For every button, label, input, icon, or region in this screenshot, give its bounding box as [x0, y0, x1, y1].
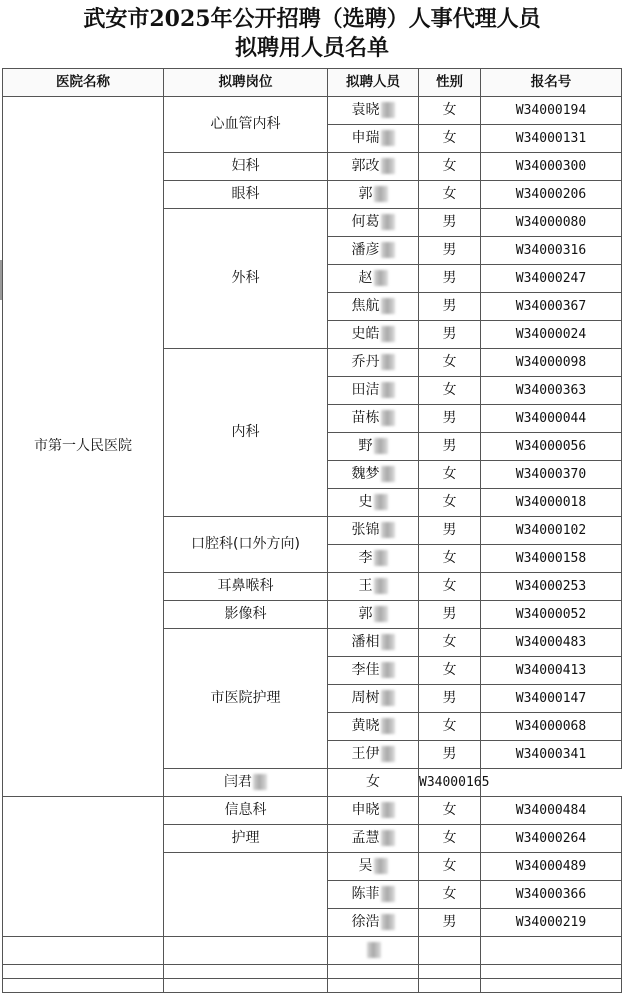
name-cell: 李	[328, 545, 419, 573]
name-cell: 袁晓	[328, 97, 419, 125]
gender-cell: 女	[328, 769, 419, 797]
redaction-blur	[381, 522, 395, 538]
redaction-blur	[381, 298, 395, 314]
redaction-blur	[374, 270, 388, 286]
name-cell: 乔丹	[328, 349, 419, 377]
name-cell: 魏梦	[328, 461, 419, 489]
hospital-cell	[3, 937, 164, 965]
position-cell: 口腔科(口外方向)	[164, 517, 328, 573]
regno-cell: W34000068	[481, 713, 622, 741]
empty-cell	[419, 965, 481, 979]
regno-cell	[481, 937, 622, 965]
redaction-blur	[374, 494, 388, 510]
redaction-blur	[381, 158, 395, 174]
regno-cell: W34000316	[481, 237, 622, 265]
name-cell: 申瑞	[328, 125, 419, 153]
gender-cell: 男	[419, 517, 481, 545]
redaction-blur	[374, 858, 388, 874]
redaction-blur	[374, 186, 388, 202]
redaction-blur	[381, 746, 395, 762]
position-cell: 市医院护理	[164, 629, 328, 769]
name-cell: 吴	[328, 853, 419, 881]
name-cell: 何葛	[328, 209, 419, 237]
empty-cell	[328, 965, 419, 979]
name-cell: 徐浩	[328, 909, 419, 937]
name-cell: 王	[328, 573, 419, 601]
empty-cell	[328, 979, 419, 993]
name-cell: 焦航	[328, 293, 419, 321]
name-cell: 苗栋	[328, 405, 419, 433]
gender-cell: 女	[419, 573, 481, 601]
gender-cell: 女	[419, 125, 481, 153]
regno-cell: W34000363	[481, 377, 622, 405]
position-cell: 耳鼻喉科	[164, 573, 328, 601]
regno-cell: W34000102	[481, 517, 622, 545]
regno-cell: W34000300	[481, 153, 622, 181]
redaction-blur	[374, 578, 388, 594]
name-cell: 史	[328, 489, 419, 517]
name-cell: 潘相	[328, 629, 419, 657]
regno-cell: W34000080	[481, 209, 622, 237]
position-cell: 内科	[164, 349, 328, 517]
name-cell: 郭改	[328, 153, 419, 181]
regno-cell: W34000484	[481, 797, 622, 825]
gender-cell: 女	[419, 181, 481, 209]
regno-cell: W34000366	[481, 881, 622, 909]
redaction-blur	[374, 438, 388, 454]
regno-cell: W34000018	[481, 489, 622, 517]
gender-cell: 男	[419, 433, 481, 461]
name-cell: 周树	[328, 685, 419, 713]
redaction-blur	[381, 102, 395, 118]
regno-cell: W34000165	[419, 769, 481, 797]
regno-cell: W34000056	[481, 433, 622, 461]
hiring-list-table	[2, 68, 622, 993]
gender-cell: 女	[419, 377, 481, 405]
position-cell: 信息科	[164, 797, 328, 825]
header-regno: 报名号	[481, 69, 622, 97]
name-cell: 潘彦	[328, 237, 419, 265]
gender-cell: 男	[419, 741, 481, 769]
regno-cell: W34000131	[481, 125, 622, 153]
name-cell: 史皓	[328, 321, 419, 349]
gender-cell: 女	[419, 461, 481, 489]
redaction-blur	[381, 242, 395, 258]
empty-cell	[419, 979, 481, 993]
position-cell	[164, 853, 328, 937]
gender-cell: 女	[419, 349, 481, 377]
name-cell: 申晓	[328, 797, 419, 825]
position-cell: 妇科	[164, 153, 328, 181]
gender-cell: 女	[419, 853, 481, 881]
header-person: 拟聘人员	[328, 69, 419, 97]
regno-cell: W34000052	[481, 601, 622, 629]
gender-cell: 男	[419, 405, 481, 433]
regno-cell: W34000413	[481, 657, 622, 685]
name-cell: 李佳	[328, 657, 419, 685]
redaction-blur	[381, 802, 395, 818]
regno-cell: W34000489	[481, 853, 622, 881]
name-cell	[328, 937, 419, 965]
gender-cell: 女	[419, 97, 481, 125]
gender-cell: 男	[419, 237, 481, 265]
gender-cell: 男	[419, 601, 481, 629]
name-cell: 野	[328, 433, 419, 461]
redaction-blur	[374, 606, 388, 622]
gender-cell: 女	[419, 657, 481, 685]
header-gender: 性别	[419, 69, 481, 97]
hospital-cell	[3, 797, 164, 937]
name-cell: 闫君	[164, 769, 328, 797]
regno-cell: W34000341	[481, 741, 622, 769]
regno-cell: W34000098	[481, 349, 622, 377]
redaction-blur	[381, 410, 395, 426]
regno-cell: W34000044	[481, 405, 622, 433]
gender-cell: 女	[419, 545, 481, 573]
regno-cell: W34000253	[481, 573, 622, 601]
document-subtitle: 拟聘用人员名单	[234, 35, 389, 61]
empty-cell	[481, 979, 622, 993]
document-title: 武安市2025年公开招聘（选聘）人事代理人员	[83, 6, 541, 32]
gender-cell: 男	[419, 209, 481, 237]
redaction-blur	[381, 214, 395, 230]
table-row	[3, 97, 622, 125]
empty-row	[3, 979, 622, 993]
empty-cell	[481, 965, 622, 979]
name-cell: 郭	[328, 601, 419, 629]
gender-cell: 男	[419, 321, 481, 349]
position-cell: 心血管内科	[164, 97, 328, 153]
name-cell: 王伊	[328, 741, 419, 769]
redaction-blur	[367, 942, 381, 958]
header-hospital: 医院名称	[3, 69, 164, 97]
redaction-blur	[381, 130, 395, 146]
regno-cell: W34000147	[481, 685, 622, 713]
empty-row	[3, 965, 622, 979]
name-cell: 孟慧	[328, 825, 419, 853]
redaction-blur	[381, 914, 395, 930]
gender-cell: 女	[419, 489, 481, 517]
name-cell: 陈菲	[328, 881, 419, 909]
gender-cell: 男	[419, 909, 481, 937]
redaction-blur	[381, 718, 395, 734]
regno-cell: W34000483	[481, 629, 622, 657]
name-cell: 田洁	[328, 377, 419, 405]
redaction-blur	[381, 326, 395, 342]
gender-cell: 男	[419, 265, 481, 293]
regno-cell: W34000247	[481, 265, 622, 293]
redaction-blur	[381, 662, 395, 678]
position-cell	[164, 937, 328, 965]
gender-cell: 女	[419, 797, 481, 825]
regno-cell: W34000158	[481, 545, 622, 573]
position-cell: 影像科	[164, 601, 328, 629]
header-position: 拟聘岗位	[164, 69, 328, 97]
redaction-blur	[374, 550, 388, 566]
table-row	[3, 797, 622, 825]
regno-cell: W34000206	[481, 181, 622, 209]
table-header-row	[3, 69, 622, 97]
redaction-blur	[253, 774, 267, 790]
redaction-blur	[381, 354, 395, 370]
gender-cell: 男	[419, 293, 481, 321]
gender-cell: 女	[419, 629, 481, 657]
redaction-blur	[381, 466, 395, 482]
gender-cell: 女	[419, 153, 481, 181]
position-cell: 护理	[164, 825, 328, 853]
empty-cell	[3, 965, 164, 979]
name-cell: 郭	[328, 181, 419, 209]
regno-cell: W34000219	[481, 909, 622, 937]
redaction-blur	[381, 830, 395, 846]
gender-cell: 女	[419, 881, 481, 909]
name-cell: 张锦	[328, 517, 419, 545]
redaction-blur	[381, 886, 395, 902]
position-cell: 外科	[164, 209, 328, 349]
table-row	[3, 937, 622, 965]
name-cell: 赵	[328, 265, 419, 293]
regno-cell: W34000264	[481, 825, 622, 853]
position-cell: 眼科	[164, 181, 328, 209]
redaction-blur	[381, 690, 395, 706]
regno-cell: W34000370	[481, 461, 622, 489]
gender-cell: 女	[419, 825, 481, 853]
hospital-cell: 市第一人民医院	[3, 97, 164, 797]
redaction-blur	[381, 634, 395, 650]
empty-cell	[164, 979, 328, 993]
regno-cell: W34000367	[481, 293, 622, 321]
regno-cell: W34000024	[481, 321, 622, 349]
empty-cell	[3, 979, 164, 993]
gender-cell	[419, 937, 481, 965]
gender-cell: 男	[419, 685, 481, 713]
name-cell: 黄晓	[328, 713, 419, 741]
empty-cell	[164, 965, 328, 979]
regno-cell: W34000194	[481, 97, 622, 125]
gender-cell: 女	[419, 713, 481, 741]
redaction-blur	[381, 382, 395, 398]
